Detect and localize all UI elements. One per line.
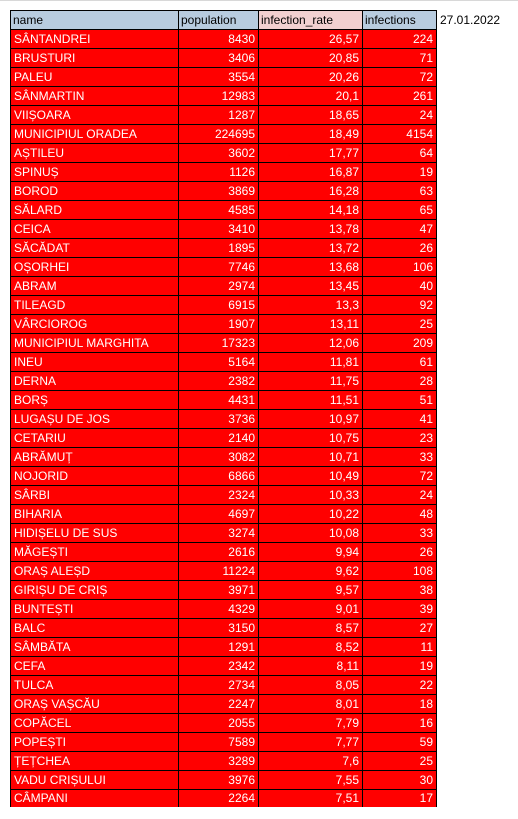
table-row bbox=[11, 638, 437, 657]
table-row bbox=[11, 144, 437, 163]
cell-infection-rate[interactable]: 10,71 bbox=[259, 448, 363, 467]
table-row bbox=[11, 296, 437, 315]
cell-infection-rate[interactable]: 7,79 bbox=[259, 714, 363, 733]
cell-name[interactable]: CÂMPANI bbox=[11, 790, 179, 808]
cell-infections[interactable]: 209 bbox=[363, 334, 437, 353]
table-row bbox=[11, 68, 437, 87]
table-row bbox=[11, 562, 437, 581]
cell-population[interactable]: 4329 bbox=[179, 600, 259, 619]
cell-infection-rate[interactable]: 13,45 bbox=[259, 277, 363, 296]
table-row bbox=[11, 391, 437, 410]
header-row bbox=[11, 11, 437, 30]
cell-name[interactable]: DERNA bbox=[11, 372, 179, 391]
cell-name[interactable]: SĂCĂDAT bbox=[11, 239, 179, 258]
cell-name[interactable]: GIRIȘU DE CRIȘ bbox=[11, 581, 179, 600]
table-row bbox=[11, 676, 437, 695]
cell-population[interactable]: 4431 bbox=[179, 391, 259, 410]
cell-infections[interactable]: 30 bbox=[363, 771, 437, 790]
cell-population[interactable]: 12983 bbox=[179, 87, 259, 106]
cell-infection-rate[interactable]: 13,11 bbox=[259, 315, 363, 334]
cell-infections[interactable]: 16 bbox=[363, 714, 437, 733]
table-row bbox=[11, 30, 437, 49]
cell-infection-rate[interactable]: 20,26 bbox=[259, 68, 363, 87]
cell-infection-rate[interactable]: 26,57 bbox=[259, 30, 363, 49]
cell-infections[interactable]: 33 bbox=[363, 448, 437, 467]
cell-population[interactable]: 2140 bbox=[179, 429, 259, 448]
cell-infection-rate[interactable]: 10,22 bbox=[259, 505, 363, 524]
table-row bbox=[11, 543, 437, 562]
cell-population[interactable]: 2974 bbox=[179, 277, 259, 296]
cell-name[interactable]: SPINUȘ bbox=[11, 163, 179, 182]
cell-infections[interactable]: 72 bbox=[363, 467, 437, 486]
cell-infection-rate[interactable]: 8,57 bbox=[259, 619, 363, 638]
cell-population[interactable]: 3289 bbox=[179, 752, 259, 771]
table-row bbox=[11, 239, 437, 258]
cell-infection-rate[interactable]: 8,11 bbox=[259, 657, 363, 676]
cell-population[interactable]: 3736 bbox=[179, 410, 259, 429]
table-row bbox=[11, 410, 437, 429]
cell-infection-rate[interactable]: 14,18 bbox=[259, 201, 363, 220]
cell-infection-rate[interactable]: 16,28 bbox=[259, 182, 363, 201]
cell-infection-rate[interactable]: 20,1 bbox=[259, 87, 363, 106]
cell-name[interactable]: AȘTILEU bbox=[11, 144, 179, 163]
cell-name[interactable]: SÂMBĂTA bbox=[11, 638, 179, 657]
table-row bbox=[11, 505, 437, 524]
cell-population[interactable]: 3406 bbox=[179, 49, 259, 68]
cell-name[interactable]: SÂNMARTIN bbox=[11, 87, 179, 106]
cell-infections[interactable]: 41 bbox=[363, 410, 437, 429]
cell-population[interactable]: 1126 bbox=[179, 163, 259, 182]
cell-infection-rate[interactable]: 8,52 bbox=[259, 638, 363, 657]
cell-infections[interactable]: 106 bbox=[363, 258, 437, 277]
cell-infections[interactable]: 23 bbox=[363, 429, 437, 448]
table-row bbox=[11, 695, 437, 714]
cell-population[interactable]: 3150 bbox=[179, 619, 259, 638]
cell-name[interactable]: TULCA bbox=[11, 676, 179, 695]
cell-infections[interactable]: 24 bbox=[363, 486, 437, 505]
table-row bbox=[11, 467, 437, 486]
cell-infection-rate[interactable]: 9,94 bbox=[259, 543, 363, 562]
cell-population[interactable]: 7589 bbox=[179, 733, 259, 752]
cell-infection-rate[interactable]: 8,01 bbox=[259, 695, 363, 714]
cell-population[interactable]: 2616 bbox=[179, 543, 259, 562]
cell-population[interactable]: 5164 bbox=[179, 353, 259, 372]
table-row bbox=[11, 106, 437, 125]
table-row bbox=[11, 657, 437, 676]
cell-infection-rate[interactable]: 11,75 bbox=[259, 372, 363, 391]
cell-infections[interactable]: 4154 bbox=[363, 125, 437, 144]
table-row bbox=[11, 353, 437, 372]
cell-infection-rate[interactable]: 12,06 bbox=[259, 334, 363, 353]
cell-infections[interactable]: 18 bbox=[363, 695, 437, 714]
date-cell[interactable]: 27.01.2022 bbox=[440, 13, 501, 27]
cell-population[interactable]: 3976 bbox=[179, 771, 259, 790]
cell-infection-rate[interactable]: 13,3 bbox=[259, 296, 363, 315]
cell-name[interactable]: ȚEȚCHEA bbox=[11, 752, 179, 771]
header-infection-rate[interactable]: infection_rate bbox=[259, 11, 363, 30]
cell-name[interactable]: MUNICIPIUL ORADEA bbox=[11, 125, 179, 144]
cell-infection-rate[interactable]: 10,97 bbox=[259, 410, 363, 429]
cell-population[interactable]: 2342 bbox=[179, 657, 259, 676]
table-row bbox=[11, 163, 437, 182]
cell-infections[interactable]: 11 bbox=[363, 638, 437, 657]
cell-infections[interactable]: 61 bbox=[363, 353, 437, 372]
cell-infection-rate[interactable]: 20,85 bbox=[259, 49, 363, 68]
cell-name[interactable]: SĂLARD bbox=[11, 201, 179, 220]
cell-name[interactable]: ORAȘ VAȘCĂU bbox=[11, 695, 179, 714]
cell-population[interactable]: 1907 bbox=[179, 315, 259, 334]
table-row bbox=[11, 277, 437, 296]
table-row bbox=[11, 258, 437, 277]
cell-infections[interactable]: 17 bbox=[363, 790, 437, 808]
header-infections[interactable]: infections bbox=[363, 11, 437, 30]
cell-population[interactable]: 1895 bbox=[179, 239, 259, 258]
table-row bbox=[11, 87, 437, 106]
cell-infections[interactable]: 47 bbox=[363, 220, 437, 239]
cell-infection-rate[interactable]: 10,08 bbox=[259, 524, 363, 543]
cell-population[interactable]: 3869 bbox=[179, 182, 259, 201]
cell-infection-rate[interactable]: 11,81 bbox=[259, 353, 363, 372]
cell-infections[interactable]: 108 bbox=[363, 562, 437, 581]
cell-infections[interactable]: 25 bbox=[363, 315, 437, 334]
cell-population[interactable]: 2382 bbox=[179, 372, 259, 391]
cell-infection-rate[interactable]: 13,72 bbox=[259, 239, 363, 258]
cell-name[interactable]: BORȘ bbox=[11, 391, 179, 410]
infection-table bbox=[10, 10, 437, 807]
cell-infections[interactable]: 71 bbox=[363, 49, 437, 68]
cell-population[interactable]: 6866 bbox=[179, 467, 259, 486]
cell-infections[interactable]: 27 bbox=[363, 619, 437, 638]
cell-name[interactable]: CETARIU bbox=[11, 429, 179, 448]
cell-name[interactable]: NOJORID bbox=[11, 467, 179, 486]
table-row bbox=[11, 201, 437, 220]
cell-infections[interactable]: 26 bbox=[363, 239, 437, 258]
cell-infection-rate[interactable]: 10,75 bbox=[259, 429, 363, 448]
cell-population[interactable]: 1287 bbox=[179, 106, 259, 125]
cell-infection-rate[interactable]: 9,57 bbox=[259, 581, 363, 600]
cell-population[interactable]: 224695 bbox=[179, 125, 259, 144]
table-row bbox=[11, 182, 437, 201]
cell-name[interactable]: VADU CRIȘULUI bbox=[11, 771, 179, 790]
cell-name[interactable]: ABRĂMUȚ bbox=[11, 448, 179, 467]
cell-infection-rate[interactable]: 13,68 bbox=[259, 258, 363, 277]
cell-name[interactable]: ABRAM bbox=[11, 277, 179, 296]
cell-name[interactable]: ORAȘ ALEȘD bbox=[11, 562, 179, 581]
cell-infections[interactable]: 40 bbox=[363, 277, 437, 296]
table-row bbox=[11, 619, 437, 638]
cell-infection-rate[interactable]: 8,05 bbox=[259, 676, 363, 695]
cell-infections[interactable]: 28 bbox=[363, 372, 437, 391]
cell-population[interactable]: 3971 bbox=[179, 581, 259, 600]
cell-population[interactable]: 2055 bbox=[179, 714, 259, 733]
cell-infection-rate[interactable]: 9,01 bbox=[259, 600, 363, 619]
cell-population[interactable]: 6915 bbox=[179, 296, 259, 315]
cell-population[interactable]: 11224 bbox=[179, 562, 259, 581]
cell-infection-rate[interactable]: 7,77 bbox=[259, 733, 363, 752]
table-row bbox=[11, 448, 437, 467]
cell-infections[interactable]: 33 bbox=[363, 524, 437, 543]
cell-infections[interactable]: 63 bbox=[363, 182, 437, 201]
cell-infections[interactable]: 39 bbox=[363, 600, 437, 619]
cell-name[interactable]: BRUSTURI bbox=[11, 49, 179, 68]
header-name[interactable]: name bbox=[11, 11, 179, 30]
table-row bbox=[11, 486, 437, 505]
cell-infection-rate[interactable]: 18,65 bbox=[259, 106, 363, 125]
cell-name[interactable]: SÂNTANDREI bbox=[11, 30, 179, 49]
cell-name[interactable]: VIIȘOARA bbox=[11, 106, 179, 125]
table-row bbox=[11, 429, 437, 448]
cell-infections[interactable]: 19 bbox=[363, 163, 437, 182]
cell-infections[interactable]: 38 bbox=[363, 581, 437, 600]
cell-name[interactable]: LUGAȘU DE JOS bbox=[11, 410, 179, 429]
cell-infections[interactable]: 224 bbox=[363, 30, 437, 49]
cell-population[interactable]: 17323 bbox=[179, 334, 259, 353]
cell-infections[interactable]: 64 bbox=[363, 144, 437, 163]
table-row bbox=[11, 524, 437, 543]
cell-name[interactable]: SÂRBI bbox=[11, 486, 179, 505]
table-row bbox=[11, 600, 437, 619]
cell-name[interactable]: PALEU bbox=[11, 68, 179, 87]
table-row bbox=[11, 733, 437, 752]
cell-name[interactable]: POPEȘTI bbox=[11, 733, 179, 752]
cell-infections[interactable]: 261 bbox=[363, 87, 437, 106]
cell-name[interactable]: BALC bbox=[11, 619, 179, 638]
cell-name[interactable]: CEFA bbox=[11, 657, 179, 676]
table-row bbox=[11, 315, 437, 334]
table-row bbox=[11, 220, 437, 239]
table-row bbox=[11, 771, 437, 790]
cell-infection-rate[interactable]: 17,77 bbox=[259, 144, 363, 163]
cell-population[interactable]: 2734 bbox=[179, 676, 259, 695]
cell-population[interactable]: 2324 bbox=[179, 486, 259, 505]
table-row bbox=[11, 334, 437, 353]
cell-infection-rate[interactable]: 10,33 bbox=[259, 486, 363, 505]
table-row bbox=[11, 790, 437, 808]
table-row bbox=[11, 49, 437, 68]
cell-population[interactable]: 3082 bbox=[179, 448, 259, 467]
cell-population[interactable]: 2247 bbox=[179, 695, 259, 714]
table-row bbox=[11, 372, 437, 391]
cell-infections[interactable]: 59 bbox=[363, 733, 437, 752]
cell-population[interactable]: 3410 bbox=[179, 220, 259, 239]
cell-infections[interactable]: 19 bbox=[363, 657, 437, 676]
top-divider bbox=[0, 0, 518, 1]
cell-infections[interactable]: 25 bbox=[363, 752, 437, 771]
cell-name[interactable]: INEU bbox=[11, 353, 179, 372]
cell-population[interactable]: 2264 bbox=[179, 790, 259, 808]
cell-infection-rate[interactable]: 16,87 bbox=[259, 163, 363, 182]
cell-infection-rate[interactable]: 13,78 bbox=[259, 220, 363, 239]
cell-name[interactable]: BOROD bbox=[11, 182, 179, 201]
cell-population[interactable]: 4697 bbox=[179, 505, 259, 524]
spreadsheet bbox=[10, 10, 437, 807]
cell-infection-rate[interactable]: 10,49 bbox=[259, 467, 363, 486]
cell-infection-rate[interactable]: 9,62 bbox=[259, 562, 363, 581]
cell-infections[interactable]: 48 bbox=[363, 505, 437, 524]
cell-infection-rate[interactable]: 11,51 bbox=[259, 391, 363, 410]
cell-name[interactable]: MĂGEȘTI bbox=[11, 543, 179, 562]
cell-population[interactable]: 3602 bbox=[179, 144, 259, 163]
table-row bbox=[11, 714, 437, 733]
cell-population[interactable]: 1291 bbox=[179, 638, 259, 657]
cell-population[interactable]: 3554 bbox=[179, 68, 259, 87]
cell-infection-rate[interactable]: 7,51 bbox=[259, 790, 363, 808]
cell-infection-rate[interactable]: 7,6 bbox=[259, 752, 363, 771]
cell-name[interactable]: COPĂCEL bbox=[11, 714, 179, 733]
cell-name[interactable]: HIDIȘELU DE SUS bbox=[11, 524, 179, 543]
cell-population[interactable]: 3274 bbox=[179, 524, 259, 543]
cell-infections[interactable]: 92 bbox=[363, 296, 437, 315]
cell-infections[interactable]: 51 bbox=[363, 391, 437, 410]
cell-name[interactable]: OȘORHEI bbox=[11, 258, 179, 277]
cell-name[interactable]: MUNICIPIUL MARGHITA bbox=[11, 334, 179, 353]
cell-infections[interactable]: 22 bbox=[363, 676, 437, 695]
cell-infection-rate[interactable]: 18,49 bbox=[259, 125, 363, 144]
cell-infections[interactable]: 72 bbox=[363, 68, 437, 87]
header-population[interactable]: population bbox=[179, 11, 259, 30]
table-row bbox=[11, 752, 437, 771]
cell-infections[interactable]: 26 bbox=[363, 543, 437, 562]
table-row bbox=[11, 125, 437, 144]
cell-population[interactable]: 8430 bbox=[179, 30, 259, 49]
cell-population[interactable]: 4585 bbox=[179, 201, 259, 220]
cell-name[interactable]: TILEAGD bbox=[11, 296, 179, 315]
table-row bbox=[11, 581, 437, 600]
cell-name[interactable]: CEICA bbox=[11, 220, 179, 239]
cell-infections[interactable]: 65 bbox=[363, 201, 437, 220]
cell-infections[interactable]: 24 bbox=[363, 106, 437, 125]
cell-name[interactable]: VÂRCIOROG bbox=[11, 315, 179, 334]
cell-name[interactable]: BIHARIA bbox=[11, 505, 179, 524]
cell-infection-rate[interactable]: 7,55 bbox=[259, 771, 363, 790]
cell-population[interactable]: 7746 bbox=[179, 258, 259, 277]
cell-name[interactable]: BUNTEȘTI bbox=[11, 600, 179, 619]
